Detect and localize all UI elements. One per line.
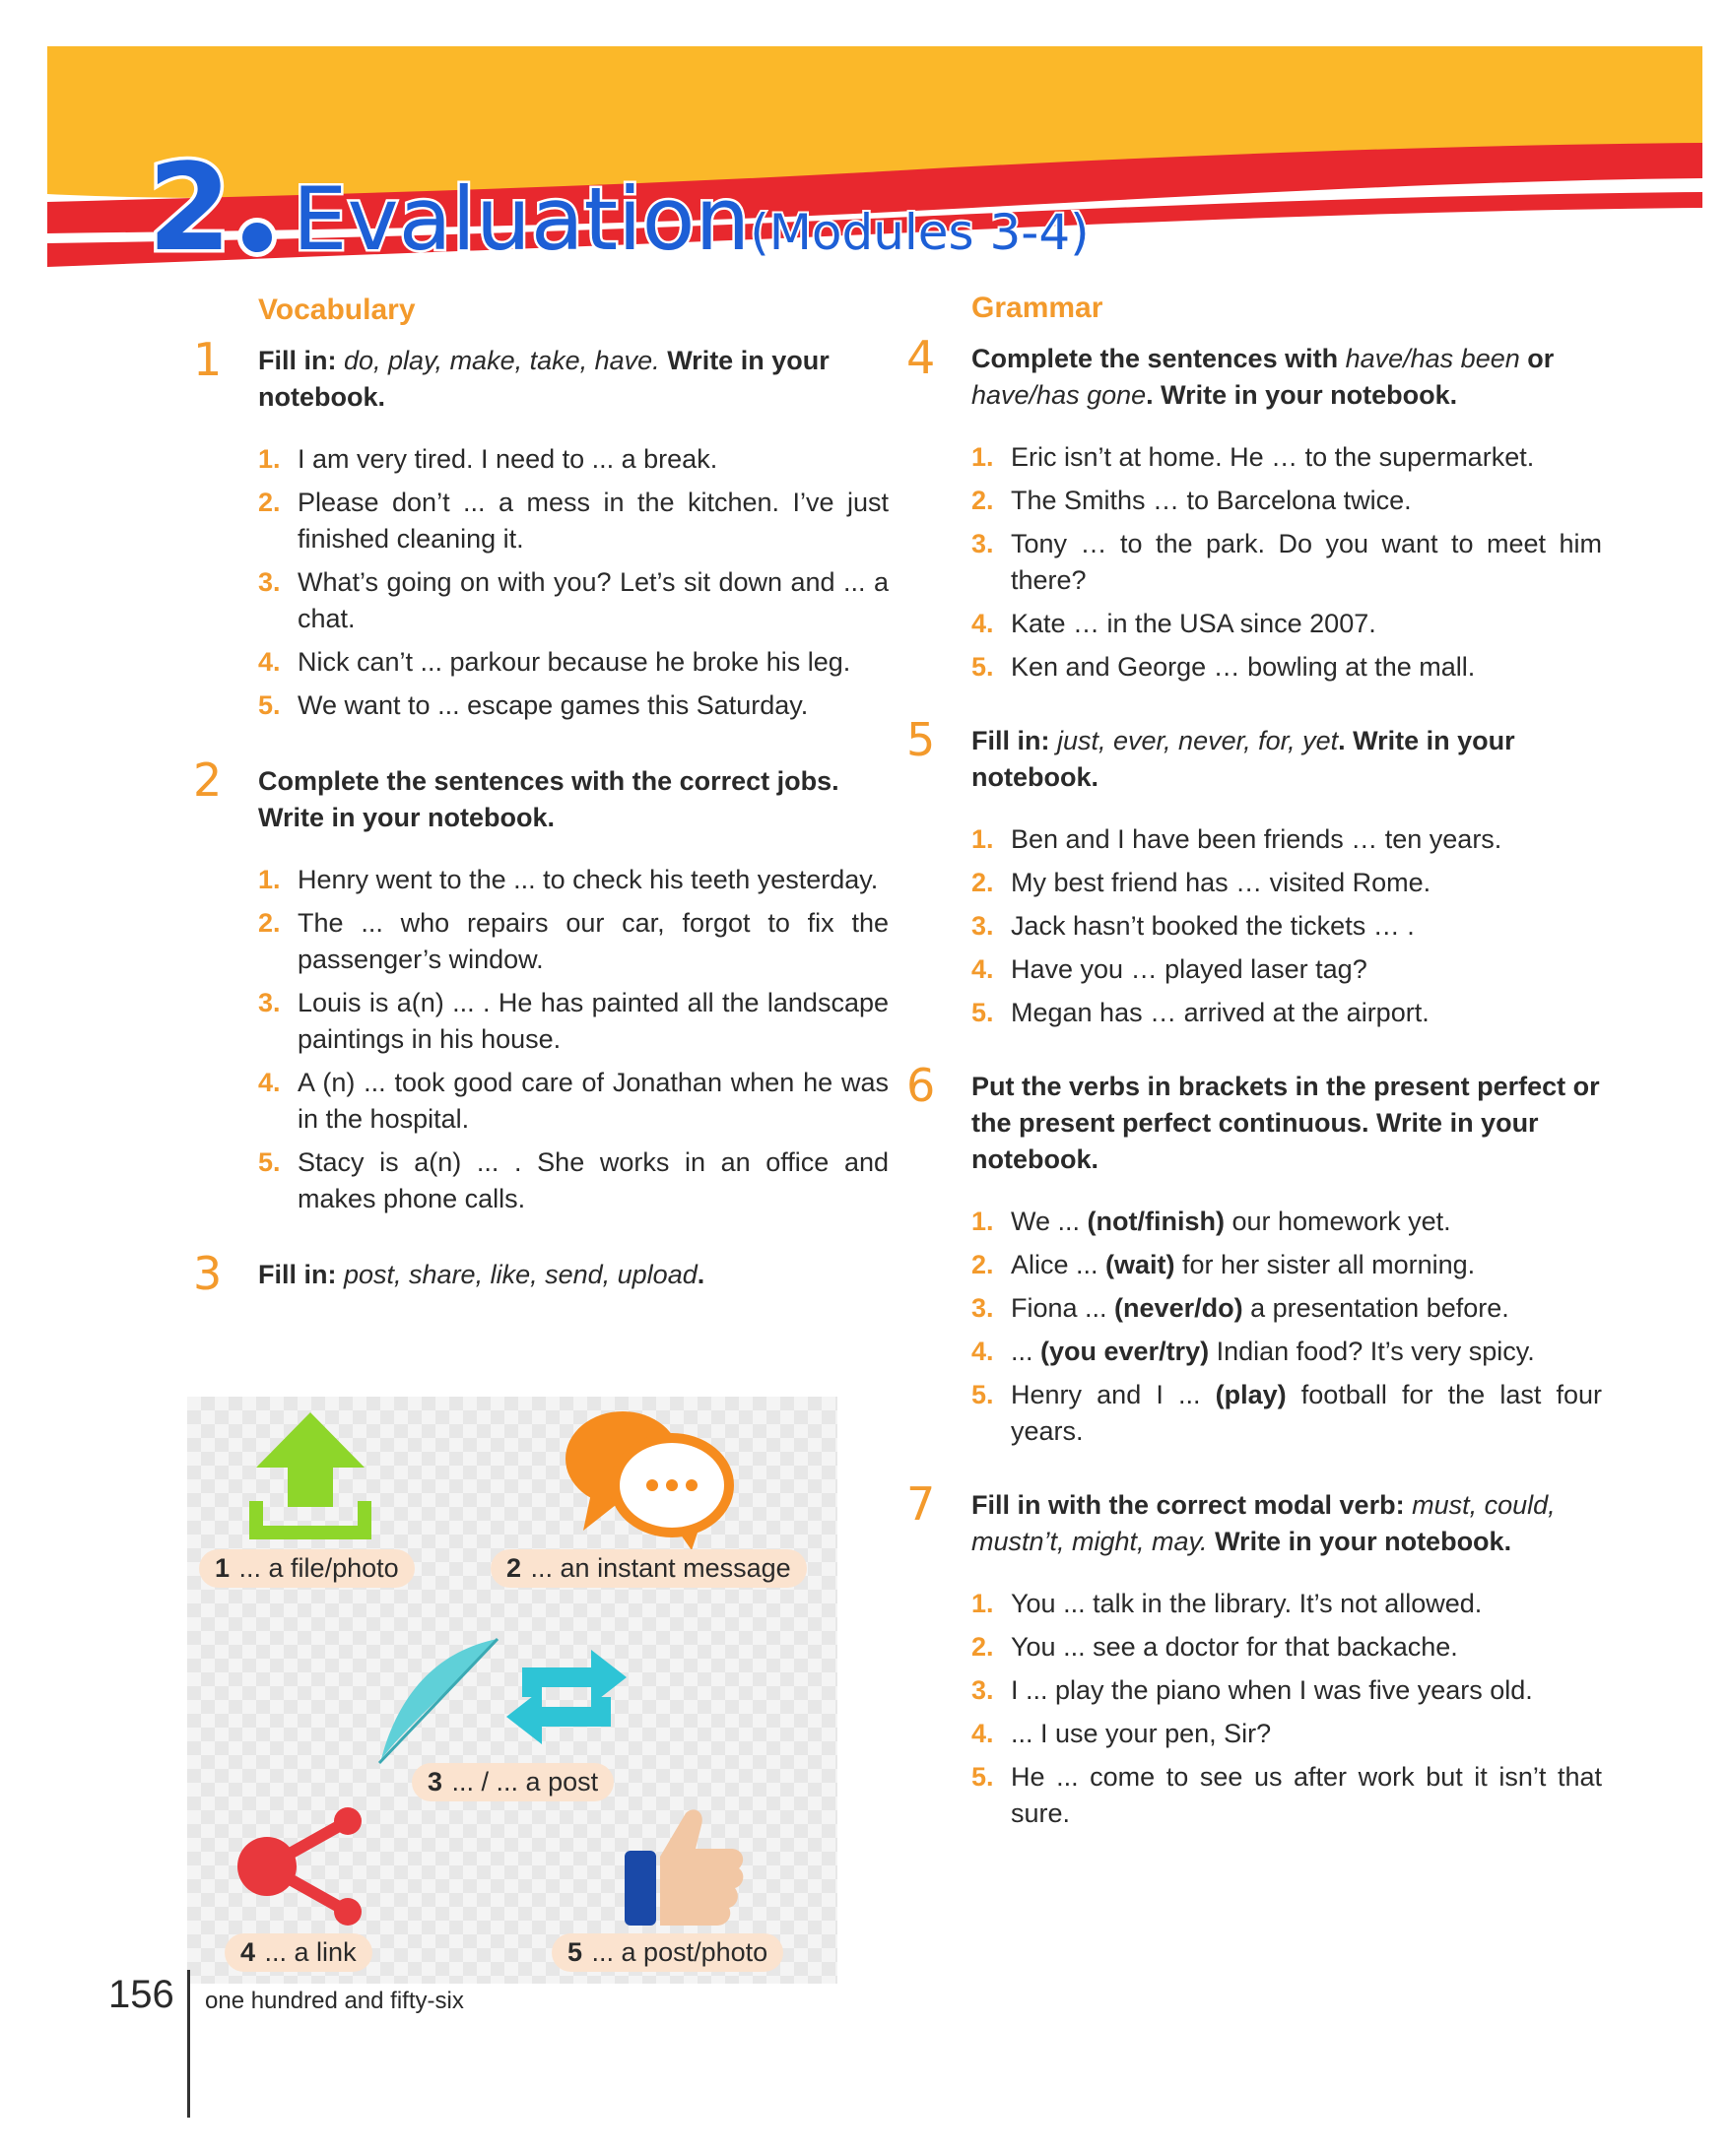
list-item: 3. I ... play the piano when I was five years old. xyxy=(971,1675,1533,1705)
list-item: 2. Please don’t ... a mess in the kitchen. I’ve just finished cleaning it. xyxy=(258,488,889,554)
vocabulary-heading: Vocabulary xyxy=(258,294,416,326)
list-item: 3. Jack hasn’t booked the tickets … . xyxy=(971,911,1415,941)
exercise-instructions: Complete the sentences with have/has been or have/has gone. Write in your notebook. xyxy=(971,344,1555,410)
title-bullet-icon xyxy=(237,218,277,257)
list-item: 4. ... I use your pen, Sir? xyxy=(971,1719,1272,1748)
list-item: 5. Henry and I ... (play) football for the last four years. xyxy=(971,1380,1602,1446)
list-item: 1. Eric isn’t at home. He … to the supermarket. xyxy=(971,442,1535,472)
exercise-instructions: Fill in: do, play, make, take, have. Write in your notebook. xyxy=(258,346,830,412)
exercise-items xyxy=(258,862,889,1217)
list-item: 4. Have you … played laser tag? xyxy=(971,954,1367,984)
exercise-items xyxy=(258,441,889,724)
exercise-instructions: Put the verbs in brackets in the present perfect or the present perfect continuous. Write in your notebook. xyxy=(971,1072,1600,1174)
list-item: 2. My best friend has … visited Rome. xyxy=(971,868,1431,897)
share-icon xyxy=(232,1805,369,1928)
label-upload: 1 ... a file/photo xyxy=(199,1549,415,1588)
list-item: 3. What’s going on with you? Let’s sit down and ... a chat. xyxy=(258,567,889,633)
list-item: 1. We ... (not/finish) our homework yet. xyxy=(971,1207,1451,1236)
list-item: 5. He ... come to see us after work but it isn’t that sure. xyxy=(971,1762,1602,1828)
footer-divider xyxy=(187,1970,190,2118)
list-item: 1. You ... talk in the library. It’s not allowed. xyxy=(971,1589,1483,1618)
grammar-heading: Grammar xyxy=(971,292,1103,324)
exercise-items xyxy=(971,1586,1602,1832)
exercise-3 xyxy=(193,1247,889,1300)
exercise-instructions: Fill in: just, ever, never, for, yet. Write in your notebook. xyxy=(971,726,1515,792)
list-item: 1. Ben and I have been friends … ten years. xyxy=(971,824,1502,854)
exercise-items xyxy=(971,1204,1602,1450)
title-modules: (Modules 3-4) xyxy=(750,204,1090,261)
list-item: 3. Louis is a(n) ... . He has painted all the landscape paintings in his house. xyxy=(258,988,889,1054)
list-item: 2. The ... who repairs our car, forgot to fix the passenger’s window. xyxy=(258,908,889,974)
upload-icon xyxy=(246,1406,374,1544)
page-number: 156 xyxy=(108,1973,174,2016)
chat-bubbles-icon xyxy=(562,1405,739,1552)
repost-icon xyxy=(493,1638,640,1756)
exercise-number: 4 xyxy=(906,331,936,384)
list-item: 4. Nick can’t ... parkour because he broke his leg. xyxy=(258,647,851,677)
exercise-number: 6 xyxy=(906,1059,936,1112)
list-item: 3. Tony … to the park. Do you want to meet him there? xyxy=(971,529,1602,595)
list-item: 2. The Smiths … to Barcelona twice. xyxy=(971,486,1412,515)
thumbs-up-icon xyxy=(621,1805,749,1928)
exercise-number: 2 xyxy=(193,753,223,807)
exercise-6 xyxy=(906,1059,1602,1450)
list-item: 1. Henry went to the ... to check his teeth yesterday. xyxy=(258,865,879,894)
exercise-number: 5 xyxy=(906,713,936,766)
label-post: 3 ... / ... a post xyxy=(412,1763,614,1801)
exercise-instructions: Fill in with the correct modal verb: must, could, mustn’t, might, may. Write in your notebook. xyxy=(971,1490,1556,1556)
list-item: 1. I am very tired. I need to ... a break. xyxy=(258,444,718,474)
exercise-items xyxy=(971,439,1602,686)
page-title xyxy=(148,138,1090,278)
evaluation-number: 2 xyxy=(148,138,228,278)
list-item: 5. Stacy is a(n) ... . She works in an office and makes phone calls. xyxy=(258,1147,889,1213)
list-item: 3. Fiona ... (never/do) a presentation before. xyxy=(971,1293,1509,1323)
exercise-items xyxy=(971,821,1602,1031)
list-item: 5. We want to ... escape games this Saturday. xyxy=(258,690,809,720)
social-icons-panel xyxy=(187,1397,837,1984)
list-item: 4. ... (you ever/try) Indian food? It’s very spicy. xyxy=(971,1337,1535,1366)
list-item: 2. Alice ... (wait) for her sister all morning. xyxy=(971,1250,1476,1279)
exercise-7 xyxy=(906,1477,1602,1832)
exercise-number: 1 xyxy=(193,333,223,386)
exercise-4 xyxy=(906,331,1602,686)
title-text: Evaluation xyxy=(292,168,751,270)
exercise-number: 7 xyxy=(906,1477,936,1531)
feather-icon xyxy=(369,1633,507,1771)
exercise-number: 3 xyxy=(193,1247,223,1300)
exercise-1 xyxy=(193,333,889,724)
vocabulary-column xyxy=(193,294,889,1319)
grammar-column xyxy=(906,292,1602,1839)
list-item: 5. Ken and George … bowling at the mall. xyxy=(971,652,1476,682)
list-item: 4. A (n) ... took good care of Jonathan when he was in the hospital. xyxy=(258,1068,889,1134)
list-item: 2. You ... see a doctor for that backache. xyxy=(971,1632,1458,1662)
exercise-2 xyxy=(193,753,889,1217)
label-share: 4 ... a link xyxy=(225,1933,372,1972)
list-item: 5. Megan has … arrived at the airport. xyxy=(971,998,1430,1027)
exercise-instructions: Fill in: post, share, like, send, upload. xyxy=(258,1260,705,1289)
label-like: 5 ... a post/photo xyxy=(552,1933,783,1972)
list-item: 4. Kate … in the USA since 2007. xyxy=(971,609,1376,638)
page-number-words: one hundred and fifty-six xyxy=(205,1988,464,2014)
exercise-5 xyxy=(906,713,1602,1031)
label-send: 2 ... an instant message xyxy=(491,1549,807,1588)
exercise-instructions: Complete the sentences with the correct jobs. Write in your notebook. xyxy=(258,766,839,832)
